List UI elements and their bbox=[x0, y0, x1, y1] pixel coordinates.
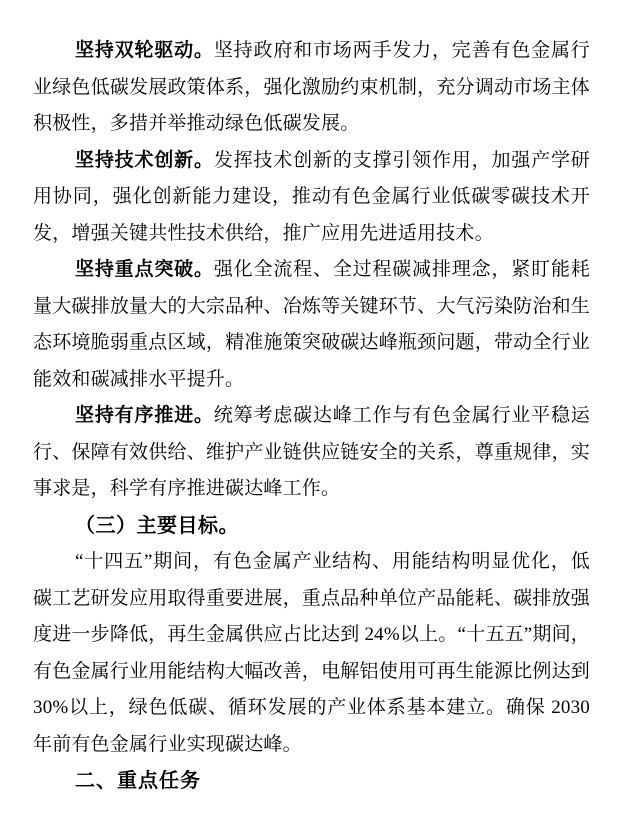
paragraph-lead: 坚持技术创新。 bbox=[75, 149, 214, 171]
section-heading-key-tasks: 二、重点任务 bbox=[75, 770, 201, 792]
paragraph-lead: 坚持有序推进。 bbox=[75, 405, 214, 426]
subheading-main-goals: （三）主要目标。 bbox=[75, 514, 239, 537]
paragraph-dual-wheel-drive bbox=[33, 33, 590, 143]
paragraph-lead: 坚持重点突破。 bbox=[75, 259, 214, 280]
paragraph-key-breakthrough bbox=[33, 252, 590, 398]
paragraph-text: 坚持政府和市场两手发力，完善有色金属行业绿色低碳发展政策体系，强化激励约束机制，充分调动市场主体积极性，多措并举推动绿色低碳发展。 bbox=[33, 40, 590, 134]
paragraph-text: 发挥技术创新的支撑引领作用，加强产学研用协同，强化创新能力建设，推动有色金属行业低碳零碳技术开发，增强关键共性技术供给，推广应用先进适用技术。 bbox=[33, 149, 590, 244]
paragraph-text: 强化全流程、全过程碳减排理念，紧盯能耗量大碳排放量大的大宗品种、冶炼等关键环节、大气污染防治和生态环境脆弱重点区域，精准施策突破碳达峰瓶颈问题，带动全行业能效和碳减排水平提升。 bbox=[33, 259, 590, 390]
paragraph-tech-innovation bbox=[33, 143, 590, 253]
paragraph-orderly-advance bbox=[33, 398, 590, 508]
paragraph-goals bbox=[33, 544, 590, 763]
paragraph-lead: 坚持双轮驱动。 bbox=[75, 40, 214, 61]
paragraph-text: 统筹考虑碳达峰工作与有色金属行业平稳运行、保障有效供给、维护产业链供应链安全的关系，尊重规律，实事求是，科学有序推进碳达峰工作。 bbox=[33, 405, 590, 499]
paragraph-text: “十四五”期间，有色金属产业结构、用能结构明显优化，低碳工艺研发应用取得重要进展，重点品种单位产品能耗、碳排放强度进一步降低，再生金属供应占比达到 24%以上。“十五五”期间，有色金属行业用能结构大幅改善，电解铝使用可再生能源比例达到 30%以上，绿色低碳、循环发展的产业体系基本建立。确保 2030 年前有色金属行业实现碳达峰。 bbox=[33, 551, 590, 755]
